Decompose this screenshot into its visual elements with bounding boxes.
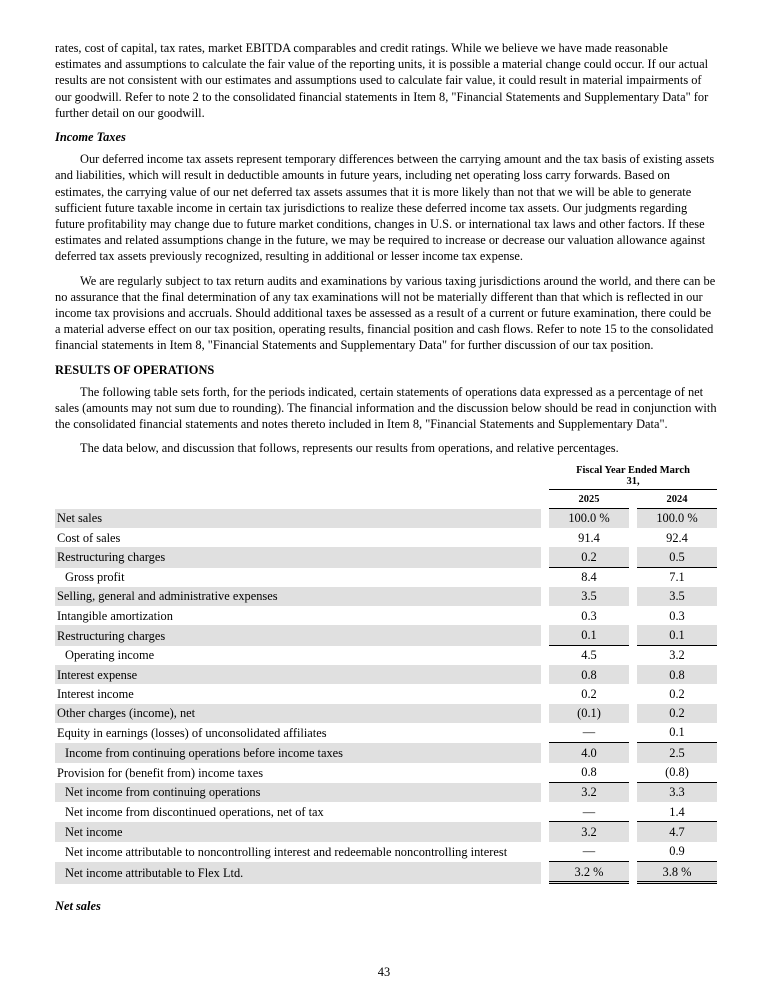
table-row [55,704,717,723]
value-2025: 91.4 [578,530,600,545]
value-2024: 0.2 [669,686,685,701]
value-2024: 0.5 [637,547,717,567]
col-2024-header: 2024 [637,490,717,509]
table-row [55,822,717,841]
value-2025: 100.0 % [549,509,629,528]
value-2025: (0.1) [549,704,629,723]
row-label: Selling, general and administrative expenses [55,587,541,606]
row-label: Net income attributable to noncontrolling interest and redeemable noncontrolling interest [65,844,508,859]
value-2025: 0.8 [549,665,629,684]
row-label: Net income [55,822,541,841]
row-label: Income from continuing operations before income taxes [55,743,541,762]
value-2024: 3.2 [669,648,685,663]
row-label: Restructuring charges [55,625,541,645]
table-row [55,665,717,684]
value-2025: 0.2 [581,686,597,701]
table-row [55,606,717,625]
paragraph-goodwill: rates, cost of capital, tax rates, market EBITDA comparables and credit ratings. While we believe we have made reasonable estimates and assumptions to calculate the fair value of the reporting units, it is possible a material change could occur. If our actual results are not consistent with our estimates and assumptions used to calculate fair value, it could result in material impairments of our goodwill. Refer to note 2 to the consolidated financial statements in Item 8, "Financial Statements and Supplementary Data" for further detail on our goodwill. [55,41,709,120]
value-2025: — [549,723,629,743]
value-2024: 0.3 [669,608,685,623]
table-row [55,625,717,645]
value-2024: 0.1 [637,625,717,645]
fiscal-year-header: Fiscal Year Ended March 31, [549,465,717,490]
page-number: 43 [377,965,391,979]
value-2025: 4.0 [549,743,629,762]
paragraph-table-intro: The following table sets forth, for the periods indicated, certain statements of operations data expressed as a percentage of net sales (amounts may not sum due to rounding). The financial information and the discussion below should be read in conjunction with the consolidated financial statements and notes thereto included in Item 8, "Financial Statements and Supplementary Data". [55,384,717,432]
row-label: Other charges (income), net [55,704,541,723]
row-label: Net income from discontinued operations, net of tax [65,805,324,820]
table-row [55,587,717,606]
row-label: Net sales [55,509,541,528]
row-label: Gross profit [65,570,125,585]
value-2024: 3.5 [637,587,717,606]
table-row [55,528,717,547]
value-2024: 1.4 [637,802,717,822]
table-row [55,646,717,665]
paragraph-data-below: The data below, and discussion that follows, represents our results from operations, and relative percentages. [80,441,619,456]
value-2024: 2.5 [637,743,717,762]
table-row [55,842,717,862]
row-label: Restructuring charges [55,547,541,567]
value-2024: 0.1 [637,723,717,743]
table-row [55,723,717,743]
row-label: Operating income [65,648,155,663]
value-2025: — [549,842,629,862]
value-2024: 0.9 [637,842,717,862]
row-label: Net income attributable to Flex Ltd. [55,862,541,884]
value-2024: 100.0 % [637,509,717,528]
value-2025: 3.2 [549,783,629,802]
table-row [55,509,717,528]
value-2025: 0.1 [549,625,629,645]
value-2025: 0.8 [549,763,629,783]
paragraph-deferred-tax: Our deferred income tax assets represent temporary differences between the carrying amount and the tax basis of existing assets and liabilities, which will result in deductible amounts in future years, including net operating loss carry forwards. Based on estimates, the carrying value of our net deferred tax assets assumes that it is more likely than not that we will be able to generate sufficient future taxable income in certain tax jurisdictions to realize these deferred income tax assets. Our judgments regarding future profitability may change due to future market conditions, changes in U.S. or international tax laws and other factors. If these estimates and related assumptions change in the future, we may be required to increase or decrease our valuation allowance against deferred tax assets previously recognized, resulting in additional or lesser income tax expense. [55,152,715,264]
value-2024: 0.8 [637,665,717,684]
heading-net-sales: Net sales [55,899,101,914]
table-row [55,684,717,703]
row-label: Net income from continuing operations [55,783,541,802]
heading-results-of-operations: RESULTS OF OPERATIONS [55,362,215,377]
table-row [55,547,717,567]
value-2025: 8.4 [581,570,597,585]
value-2024: 4.7 [637,822,717,841]
table-row [55,763,717,783]
value-2024: 0.2 [637,704,717,723]
row-label: Interest expense [55,665,541,684]
value-2024: (0.8) [637,763,717,783]
value-2025: 3.2 % [549,862,629,884]
value-2024: 3.3 [637,783,717,802]
table-row [55,743,717,762]
row-label: Cost of sales [57,530,121,545]
col-2025-header: 2025 [549,490,629,509]
value-2024: 7.1 [669,570,685,585]
row-label: Intangible amortization [57,608,173,623]
table-row [55,862,717,884]
value-2024: 3.8 % [637,862,717,884]
heading-income-taxes: Income Taxes [55,130,126,145]
value-2025: 3.2 [549,822,629,841]
row-label: Equity in earnings (losses) of unconsolidated affiliates [57,725,327,740]
paragraph-tax-audits: We are regularly subject to tax return audits and examinations by various taxing jurisdictions around the world, and there can be no assurance that the final determination of any tax examinations will not be materially different than that which is reflected in our income tax provisions and accruals. Should additional taxes be assessed as a result of a current or future examination, there could be a material adverse effect on our tax position, operating results, financial position and cash flows. Refer to note 15 to the consolidated financial statements in Item 8, "Financial Statements and Supplementary Data" for further discussion of our tax position. [55,273,716,353]
table-row [55,802,717,822]
value-2025: — [549,802,629,822]
value-2025: 3.5 [549,587,629,606]
row-label: Interest income [57,686,134,701]
value-2024: 92.4 [666,530,688,545]
value-2025: 4.5 [581,648,597,663]
table-row [55,568,717,587]
table-row [55,783,717,802]
results-table [55,465,717,885]
value-2025: 0.2 [549,547,629,567]
value-2025: 0.3 [581,608,597,623]
row-label: Provision for (benefit from) income taxes [57,765,264,780]
